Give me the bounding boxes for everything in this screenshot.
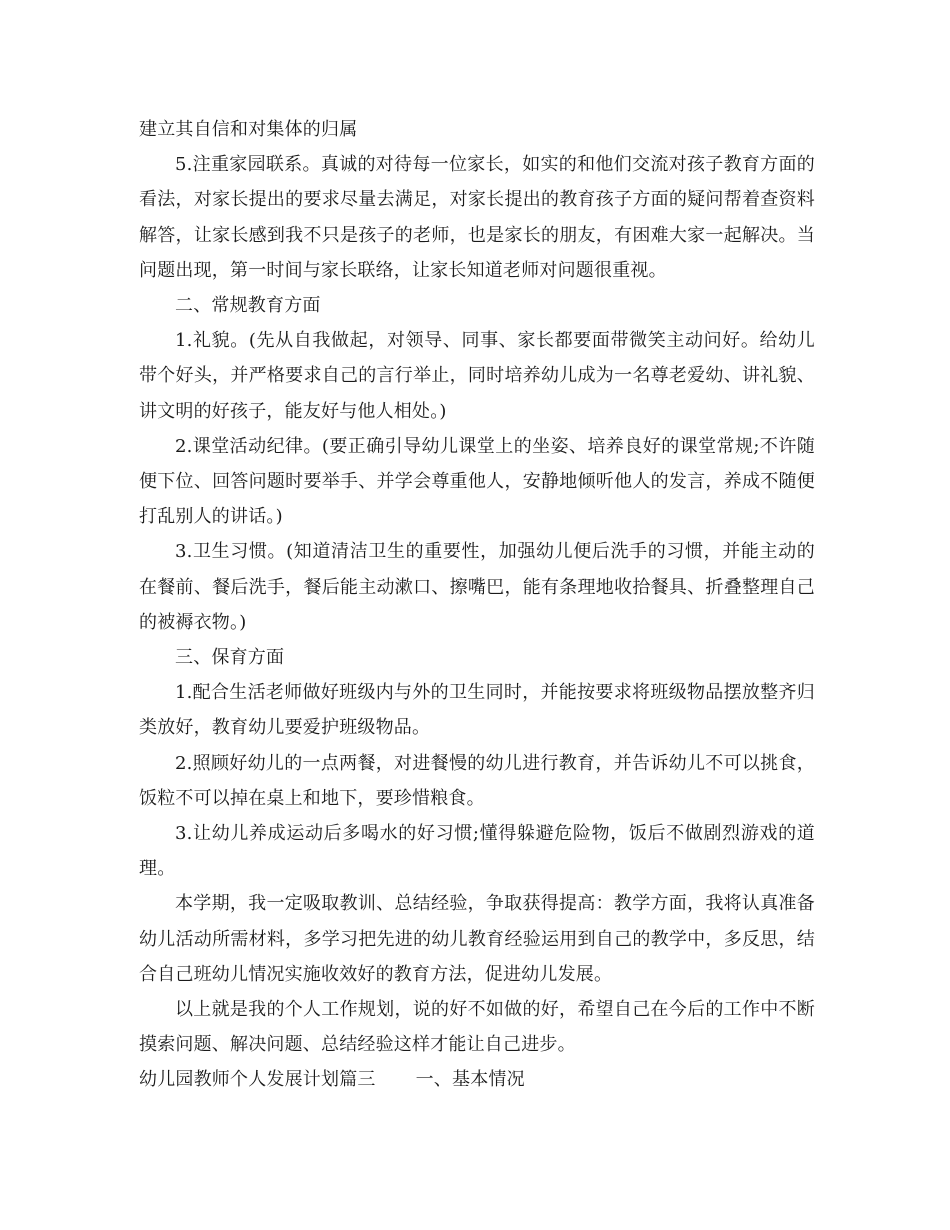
paragraph-home-school-contact: 5.注重家园联系。真诚的对待每一位家长，如实的和他们交流对孩子教育方面的看法，对家长提出的要求尽量去满足，对家长提出的教育孩子方面的疑问帮着查资料解答，让家长感到我不只是孩子的老师，也是家长的朋友，有困难大家一起解决。当问题出现，第一时间与家长联络，让家长知道老师对问题很重视。 — [139, 154, 815, 281]
paragraph-water-habits: 3.让幼儿养成运动后多喝水的好习惯;懂得躲避危险物，饭后不做剧烈游戏的道理。 — [139, 823, 815, 880]
paragraph-classroom-discipline: 2.课堂活动纪律。(要正确引导幼儿课堂上的坐姿、培养良好的课堂常规;不许随便下位、回答问题时要举手、并学会尊重他人，安静地倾听他人的发言，养成不随便打乱别人的讲话。) — [139, 435, 815, 528]
paragraph-class-cleaning: 1.配合生活老师做好班级内与外的卫生同时，并能按要求将班级物品摆放整齐归类放好，教育幼儿要爱护班级物品。 — [139, 682, 815, 739]
paragraph-semester-summary: 本学期，我一定吸取教训、总结经验，争取获得提高：教学方面，我将认真准备幼儿活动所需材料，多学习把先进的幼儿教育经验运用到自己的教学中，多反思，结合自己班幼儿情况实施收效好的教育方法，促进幼儿发展。 — [139, 893, 815, 985]
next-section-line — [139, 1062, 815, 1097]
paragraph-meals: 2.照顾好幼儿的一点两餐，对进餐慢的幼儿进行教育，并告诉幼儿不可以挑食，饭粒不可以掉在桌上和地下，要珍惜粮食。 — [139, 752, 815, 809]
paragraph-hygiene-habits: 3.卫生习惯。(知道清洁卫生的重要性，加强幼儿便后洗手的习惯，并能主动的在餐前、餐后洗手，餐后能主动漱口、擦嘴巴，能有条理地收拾餐具、折叠整理自己的被褥衣物。) — [139, 541, 815, 633]
next-section-heading: 一、基本情况 — [415, 1069, 525, 1091]
paragraph-closing: 以上就是我的个人工作规划，说的好不如做的好，希望自己在今后的工作中不断摸索问题、解决问题、总结经验这样才能让自己进步。 — [139, 999, 815, 1056]
paragraph-continuation: 建立其自信和对集体的归属 — [139, 119, 358, 140]
next-section-title: 幼儿园教师个人发展计划篇三 — [139, 1069, 376, 1091]
section-heading-childcare: 三、保育方面 — [175, 647, 285, 669]
section-heading-routine-education: 二、常规教育方面 — [175, 295, 321, 317]
paragraph-politeness: 1.礼貌。(先从自我做起，对领导、同事、家长都要面带微笑主动问好。给幼儿带个好头，并严格要求自己的言行举止，同时培养幼儿成为一名尊老爱幼、讲礼貌、讲文明的好孩子，能友好与他人相处。) — [139, 330, 815, 422]
document-body — [139, 112, 815, 1098]
